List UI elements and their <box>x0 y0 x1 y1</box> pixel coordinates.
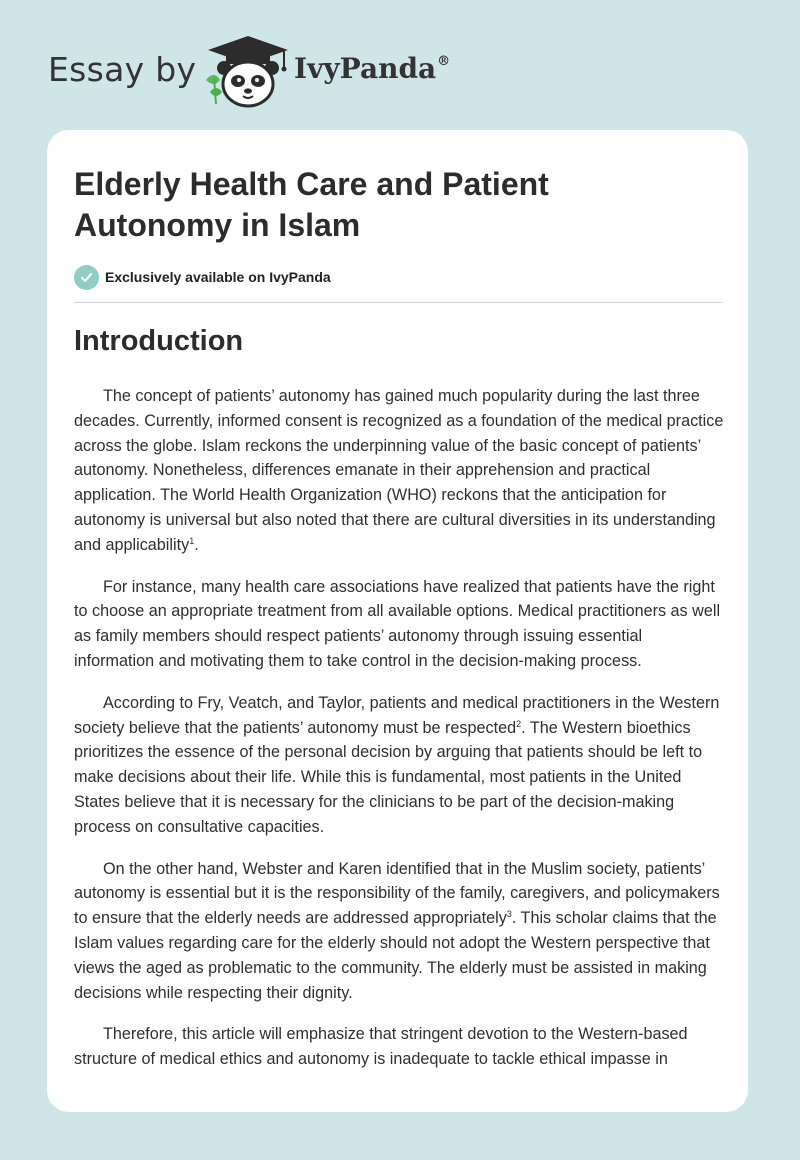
essay-title: Elderly Health Care and Patient Autonomy in Islam <box>74 166 549 243</box>
footnote-ref[interactable]: 3 <box>506 909 512 920</box>
paragraph-text: On the other hand, Webster and Karen identified that in the Muslim society, patients’ autonomy is essential but it is the responsibility of the family, caregivers, and policymakers to ensure that the elderly needs are addressed appropriately <box>74 859 720 928</box>
paragraph-text-tail: . This scholar claims that the Islam values regarding care for the elderly should not adopt the Western perspective that views the aged as problematic to the community. The elderly must be assisted in making decisions while respecting their dignity. <box>74 909 717 1002</box>
check-circle-icon <box>74 265 99 290</box>
paragraph <box>74 384 725 558</box>
paragraph-text: According to Fry, Veatch, and Taylor, patients and medical practitioners in the Western society believe that the patients’ autonomy must be respected <box>74 693 720 737</box>
paragraph <box>74 575 725 674</box>
panda-graduate-logo-icon[interactable] <box>200 34 296 110</box>
brand-name[interactable] <box>294 52 450 85</box>
registered-mark: ® <box>437 54 451 69</box>
exclusive-label: Exclusively available on IvyPanda <box>105 269 331 285</box>
essay-by-label: Essay by <box>48 50 197 89</box>
footnote-ref[interactable]: 2 <box>516 718 522 729</box>
section-heading: Introduction <box>74 325 244 357</box>
paragraph <box>74 1022 725 1072</box>
brand-name-text: IvyPanda <box>294 52 437 85</box>
site-header <box>0 0 800 120</box>
exclusive-badge <box>74 264 331 290</box>
footnote-ref[interactable]: 1 <box>189 535 195 546</box>
paragraph <box>74 691 725 840</box>
paragraph <box>74 857 725 1006</box>
paragraph-text: The concept of patients’ autonomy has gained much popularity during the last three decades. Currently, informed consent is recognized as a foundation of the medical practice across the globe. Islam reckons the underpinning value of the basic concept of patients’ autonomy. Nonetheless, differences emanate in their apprehension and practical application. The World Health Organization (WHO) reckons that the anticipation for autonomy is universal but also noted that there are cultural diversities in its understanding and applicability <box>74 387 724 554</box>
paragraph-text: For instance, many health care associations have realized that patients have the right to choose an appropriate treatment from all available options. Medical practitioners as well as family members should respect patients’ autonomy through issuing essential information and motivating them to take control in the decision-making process. <box>74 577 721 670</box>
paragraph-text: Therefore, this article will emphasize that stringent devotion to the Western-based structure of medical ethics and autonomy is inadequate to tackle ethical impasse in <box>74 1025 688 1069</box>
paragraph-text-tail: . The Western bioethics prioritizes the essence of the personal decision by arguing that patients should be left to make decisions about their life. While this is fundamental, most patients in the United States believe that it is necessary for the clinicians to be part of the decision-making process on consultative capacities. <box>74 718 703 836</box>
divider <box>74 302 723 303</box>
article-body <box>74 384 725 1089</box>
essay-card <box>47 130 748 1112</box>
paragraph-text-tail: . <box>194 535 199 554</box>
